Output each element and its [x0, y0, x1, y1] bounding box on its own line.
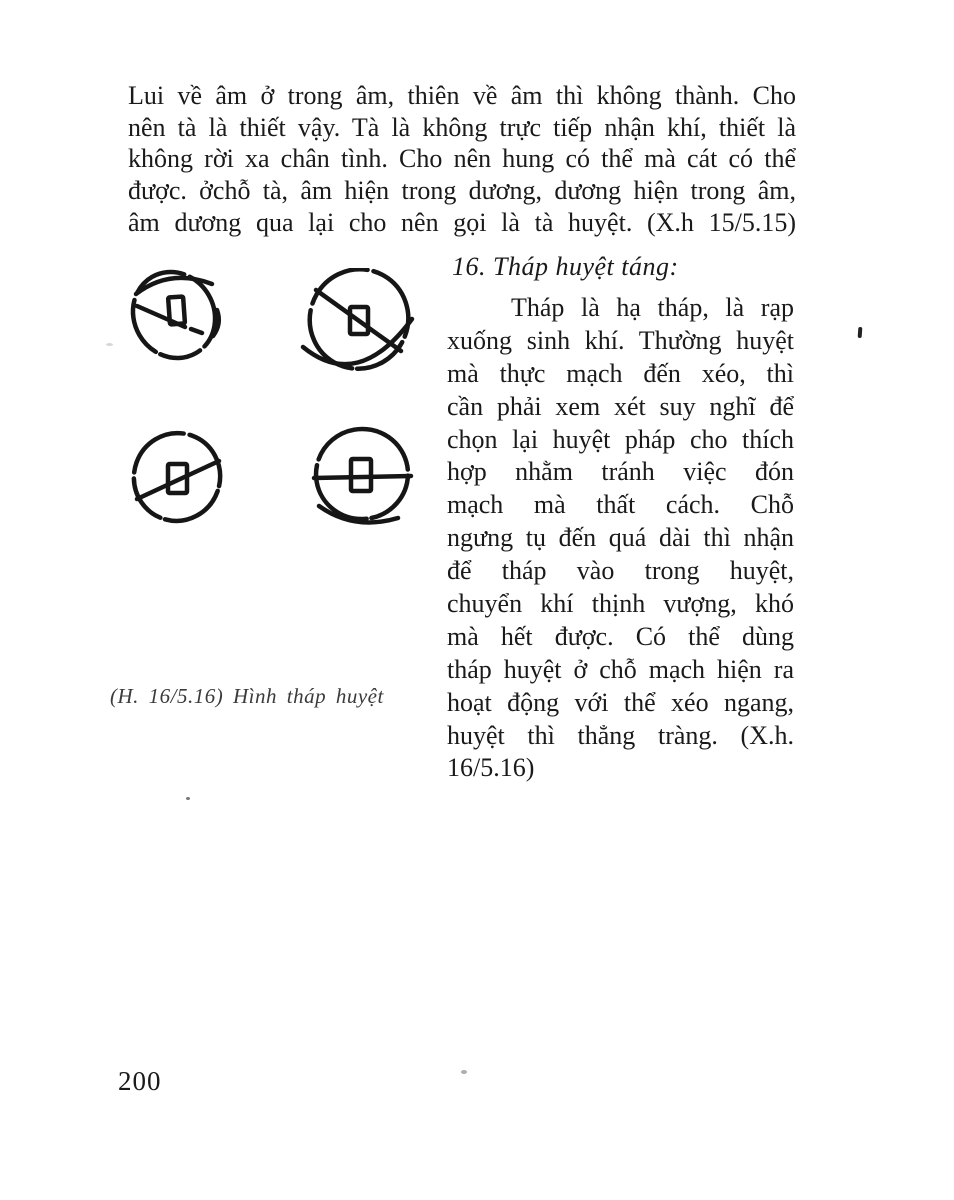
text-line: hợp nhằm tránh việc đón: [447, 457, 794, 487]
section-heading: 16. Tháp huyệt táng:: [452, 252, 679, 281]
crossed-circle-icon: [130, 428, 230, 533]
text-line: chuyển khí thịnh vượng, khó: [447, 589, 794, 619]
text-line: 16/5.16): [447, 753, 535, 783]
scan-tick-mark: [858, 327, 863, 338]
figure-caption: (H. 16/5.16) Hình tháp huyệt: [110, 684, 384, 708]
intro-paragraph: [128, 80, 796, 238]
text-line: không rời xa chân tình. Cho nên hung có thể mà cát có thể: [128, 144, 796, 174]
text-line: Tháp là hạ tháp, là rạp: [511, 293, 794, 322]
text-line: ngưng tụ đến quá dài thì nhận: [447, 523, 794, 553]
text-line: hoạt động với thể xéo ngang,: [447, 687, 794, 717]
crossed-circle-icon: [300, 268, 422, 386]
text-line: chọn lại huyệt pháp cho thích: [447, 424, 794, 454]
text-line: âm dương qua lại cho nên gọi là tà huyệt. (X.h 15/5.15): [128, 207, 796, 237]
text-line: tháp huyệt ở chỗ mạch hiện ra: [447, 654, 794, 684]
crossed-circle-icon: [310, 425, 422, 537]
text-line: mà thực mạch đến xéo, thì: [447, 358, 794, 388]
section-body: [447, 292, 794, 785]
crossed-circle-icon: [128, 264, 228, 369]
text-line: xuống sinh khí. Thường huyệt: [447, 325, 794, 355]
text-line: huyệt thì thẳng tràng. (X.h.: [447, 720, 794, 750]
text-line: được. ởchỗ tà, âm hiện trong dương, dương hiện trong âm,: [128, 176, 796, 206]
scan-speck: [186, 797, 190, 800]
scan-speck: [461, 1070, 467, 1074]
text-line: mạch mà thất cách. Chỗ: [447, 490, 794, 520]
page-number: 200: [118, 1066, 162, 1096]
text-line: nên tà là thiết vậy. Tà là không trực tiếp nhận khí, thiết là: [128, 112, 796, 142]
grave-diagram-bottom-left: [130, 428, 230, 533]
grave-diagram-top-right: [300, 268, 422, 386]
grave-diagram-bottom-right: [310, 425, 422, 537]
text-line: mà hết được. Có thể dùng: [447, 621, 794, 651]
grave-diagram-top-left: [128, 264, 228, 369]
text-line: để tháp vào trong huyệt,: [447, 556, 794, 586]
scan-speck: [106, 343, 113, 346]
text-line: cần phải xem xét suy nghĩ để: [447, 391, 794, 421]
text-line: Lui về âm ở trong âm, thiên về âm thì không thành. Cho: [128, 81, 796, 110]
